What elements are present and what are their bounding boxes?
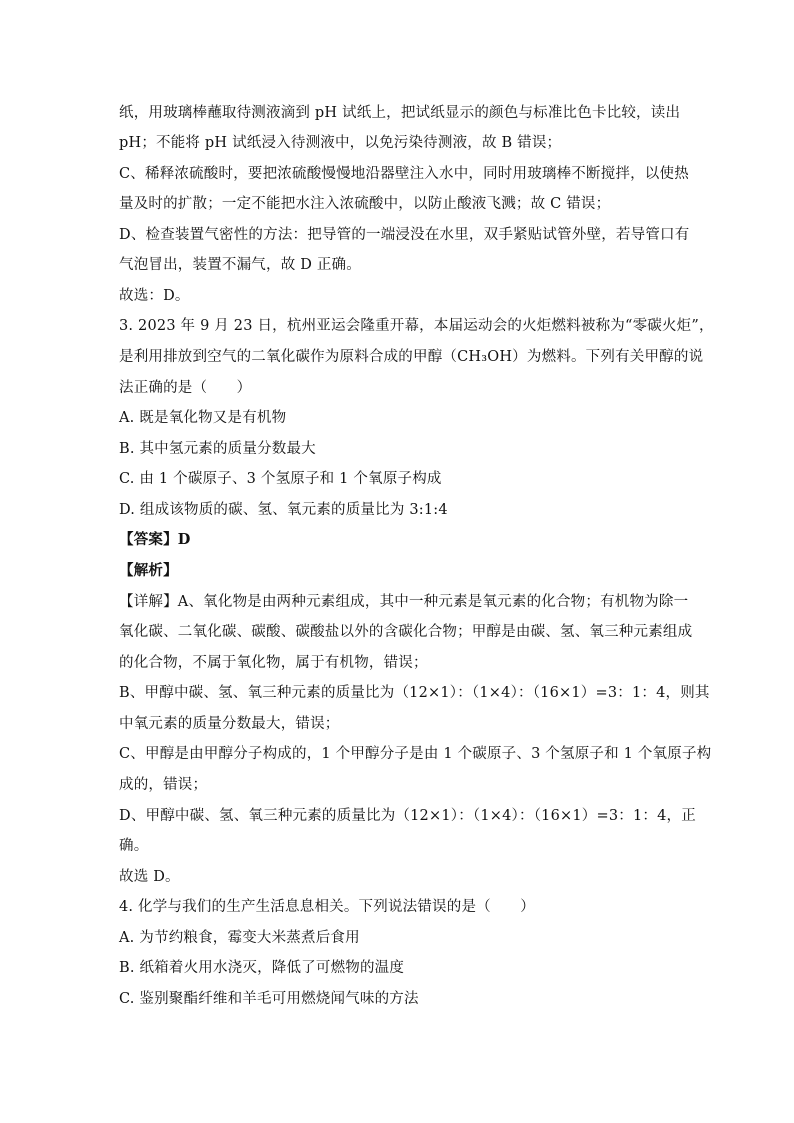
analysis-label: 【解析】 — [119, 562, 178, 579]
question-3-stem: 是利用排放到空气的二氧化碳作为原料合成的甲醇（CH₃OH）为燃料。下列有关甲醇的说 — [119, 349, 704, 365]
text-line: C、甲醇是由甲醇分子构成的，1 个甲醇分子是由 1 个碳原子、3 个氢原子和 1 个氧原子构 — [119, 746, 712, 762]
question-3-option-b: B. 其中氢元素的质量分数最大 — [119, 441, 316, 457]
question-3-option-d: D. 组成该物质的碳、氢、氧元素的质量比为 3:1:4 — [119, 502, 448, 518]
question-3-option-a: A. 既是氧化物又是有机物 — [119, 410, 287, 426]
question-3-option-c: C. 由 1 个碳原子、3 个氢原子和 1 个氧原子构成 — [119, 471, 442, 487]
text-line: B、甲醇中碳、氢、氧三种元素的质量比为（12×1）：（1×4）：（16×1）=3：1：4，则其 — [119, 685, 710, 701]
question-4-stem: 4. 化学与我们的生产生活息息相关。下列说法错误的是（ ） — [119, 899, 535, 915]
option-d-explanation: D、检查装置气密性的方法：把导管的一端浸没在水里，双手紧贴试管外壁，若导管口有 — [119, 227, 690, 243]
text-line: D、甲醇中碳、氢、氧三种元素的质量比为（12×1）：（1×4）：（16×1）=3：1：4，正 — [119, 808, 696, 824]
text-line: 氧化碳、二氧化碳、碳酸、碳酸盐以外的含碳化合物；甲醇是由碳、氢、氧三种元素组成 — [119, 624, 693, 640]
text-line: pH；不能将 pH 试纸浸入待测液中，以免污染待测液，故 B 错误； — [119, 135, 562, 151]
option-c-explanation: C、稀释浓硫酸时，要把浓硫酸慢慢地沿器壁注入水中，同时用玻璃棒不断搅拌，以使热 — [119, 166, 689, 182]
conclusion: 故选：D。 — [119, 288, 190, 304]
detail-explanation: 【详解】A、氧化物是由两种元素组成，其中一种元素是氧元素的化合物；有机物为除一 — [119, 594, 689, 610]
text-line: 纸，用玻璃棒蘸取待测液滴到 pH 试纸上，把试纸显示的颜色与标准比色卡比较，读出 — [119, 105, 681, 121]
text-line: 成的，错误； — [119, 777, 208, 793]
question-3-stem: 法正确的是（ ） — [119, 380, 252, 396]
text-line: 气泡冒出，装置不漏气，故 D 正确。 — [119, 257, 361, 273]
text-line: 确。 — [119, 838, 149, 854]
conclusion: 故选 D。 — [119, 869, 180, 885]
question-4-option-a: A. 为节约粮食，霉变大米蒸煮后食用 — [119, 930, 360, 946]
text-line: 量及时的扩散；一定不能把水注入浓硫酸中，以防止酸液飞溅；故 C 错误； — [119, 196, 611, 212]
text-line: 中氧元素的质量分数最大，错误； — [119, 716, 340, 732]
question-3-stem: 3. 2023 年 9 月 23 日，杭州亚运会隆重开幕，本届运动会的火炬燃料被称为“零碳火炬”， — [119, 318, 714, 334]
question-4-option-c: C. 鉴别聚酯纤维和羊毛可用燃烧闻气味的方法 — [119, 991, 419, 1007]
text-line: 的化合物，不属于氧化物，属于有机物，错误； — [119, 655, 428, 671]
answer-label: 【答案】D — [119, 531, 191, 548]
question-4-option-b: B. 纸箱着火用水浇灭，降低了可燃物的温度 — [119, 960, 405, 976]
